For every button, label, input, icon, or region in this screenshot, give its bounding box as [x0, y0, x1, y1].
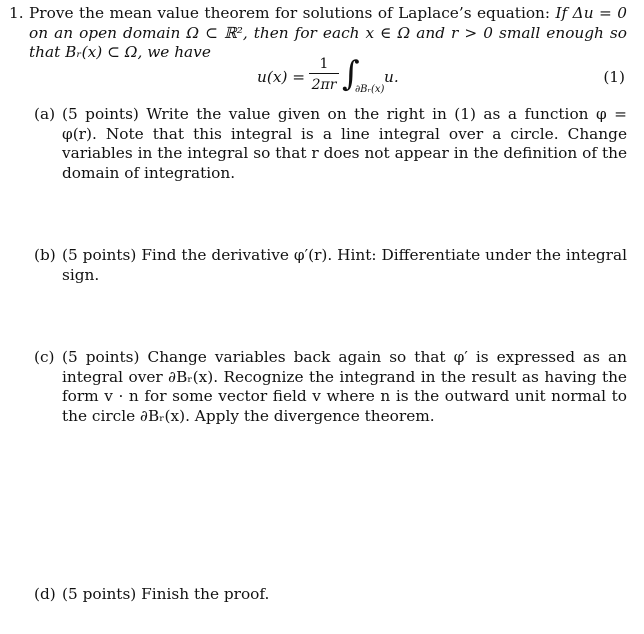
- mean-value-equation: [0, 56, 644, 102]
- part-a-label: (a): [34, 105, 56, 123]
- problem-number: 1.: [9, 4, 24, 22]
- part-d-label: (d): [34, 585, 56, 603]
- statement-hypothesis: If Δu = 0 on an open domain Ω ⊂ ℝ², then for each x ∈ Ω and r > 0 small enough so that Bᵣ(x) ⊂ Ω, we have: [29, 4, 627, 61]
- integral-sign: ∫: [342, 54, 360, 94]
- part-b-text: (5 points) Find the derivative φ′(r). Hint: Differentiate under the integral sign.: [62, 246, 627, 284]
- fraction-numerator: 1: [309, 56, 339, 74]
- part-a-text: (5 points) Write the value given on the right in (1) as a function φ = φ(r). Note that this integral is a line integral over a circle. Change variables in the integral so that r does not appear in the definition of the domain of integration.: [62, 105, 627, 182]
- equation-lhs: u(x) =: [257, 68, 306, 86]
- statement-plain: Prove the mean value theorem for solutions of Laplace’s equation:: [29, 4, 556, 22]
- part-c-text: (5 points) Change variables back again so that φ′ is expressed as an integral over ∂Bᵣ(x). Recognize the integrand in the result as having the form v · n for some vector field v where n is the outward unit normal to the circle ∂Bᵣ(x). Apply the divergence theorem.: [62, 348, 627, 425]
- equation-fraction: [309, 56, 339, 93]
- part-d-text: (5 points) Finish the proof.: [62, 585, 270, 603]
- integral-domain: ∂Bᵣ(x): [355, 84, 385, 95]
- problem-statement: [29, 4, 627, 63]
- integrand: u.: [384, 68, 399, 86]
- fraction-denominator: 2πr: [311, 77, 337, 93]
- part-c-label: (c): [34, 348, 55, 366]
- part-b-label: (b): [34, 246, 56, 264]
- equation-tag: (1): [603, 68, 625, 86]
